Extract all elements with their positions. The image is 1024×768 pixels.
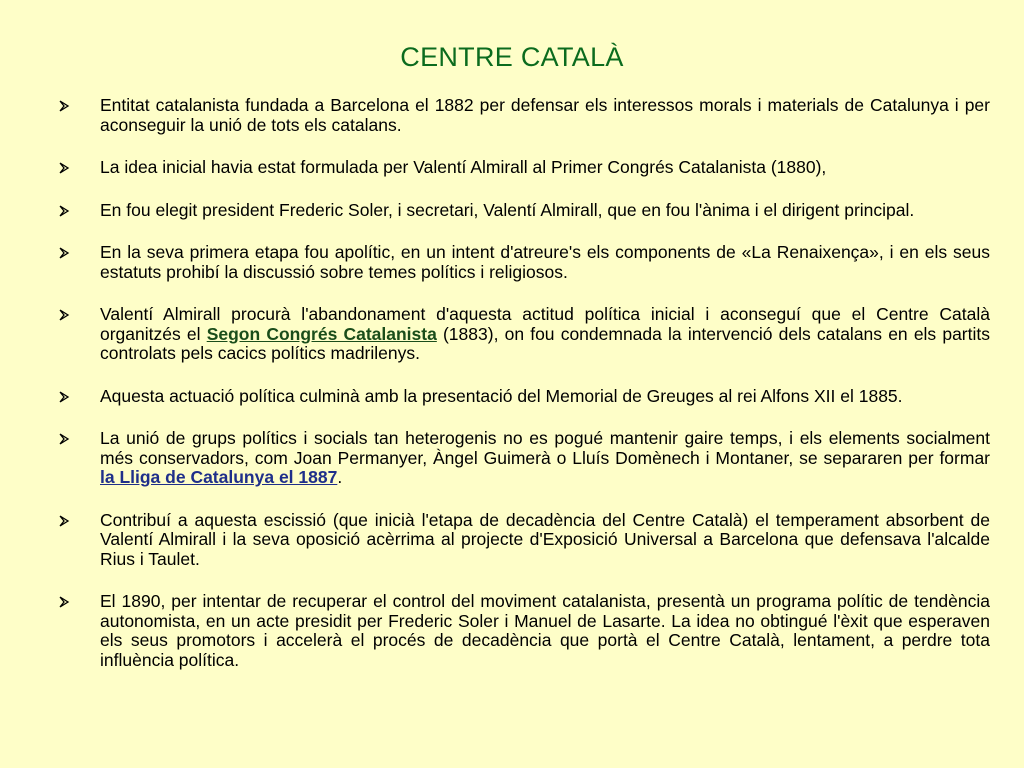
arrow-bullet-icon <box>58 592 78 612</box>
segon-congres-link[interactable]: Segon Congrés Catalanista <box>206 323 437 344</box>
list-item-text: Aquesta actuació política culminà amb la presentació del Memorial de Greuges al rei Alfons XII el 1885. <box>100 385 903 406</box>
list-item-text: El 1890, per intentar de recuperar el control del moviment catalanista, presentà un programa polític de tendència autonomista, en un acte presidit per Frederic Soler i Manuel de Lasarte. La idea no obtingué l'èxit que esperaven els seus promotors i accelerà el procés de decadència que portà el Centre Català, lentament, a perdre tota influència política. <box>100 591 990 670</box>
list-item <box>58 511 990 570</box>
bullet-list <box>58 96 990 693</box>
arrow-bullet-icon <box>58 96 78 116</box>
arrow-bullet-icon <box>58 201 78 221</box>
arrow-bullet-icon <box>58 158 78 178</box>
list-item <box>58 429 990 488</box>
list-item-text: En la seva primera etapa fou apolític, en un intent d'atreure's els components de «La Renaixença», i en els seus estatuts prohibí la discussió sobre temes polítics i religiosos. <box>100 242 990 282</box>
arrow-bullet-icon <box>58 305 78 325</box>
list-item-text: La idea inicial havia estat formulada per Valentí Almirall al Primer Congrés Catalanista (1880), <box>100 157 827 177</box>
list-item <box>58 201 990 221</box>
list-item <box>58 387 990 407</box>
list-item <box>58 158 990 178</box>
list-item-text: Contribuí a aquesta escissió (que inicià l'etapa de decadència del Centre Català) el temperament absorbent de Valentí Almirall i la seva oposició acèrrima al projecte d'Exposició Universal a Barcelona que defensava l'alcalde Rius i Taulet. <box>100 509 990 569</box>
list-item-text: Entitat catalanista fundada a Barcelona el 1882 per defensar els interessos morals i materials de Catalunya i per aconseguir la unió de tots els catalans. <box>100 95 990 135</box>
lliga-de-catalunya-link[interactable]: la Lliga de Catalunya el 1887 <box>100 467 338 487</box>
arrow-bullet-icon <box>58 243 78 263</box>
list-item-text-after: (1883), on fou condemnada la intervenció dels catalans en els partits controlats pels cacics polítics madrilenys. <box>100 323 990 363</box>
arrow-bullet-icon <box>58 387 78 407</box>
list-item <box>58 243 990 282</box>
list-item-text-before: La unió de grups polítics i socials tan heterogenis no es pogué mantenir gaire temps, i els elements socialment més conservadors, com Joan Permanyer, Àngel Guimerà o Lluís Domènech i Montaner, se separaren per formar <box>100 428 990 468</box>
list-item-text-before: Valentí Almirall procurà l'abandonament d'aquesta actitud política inicial i aconseguí que el Centre Català organitzés el <box>100 304 990 344</box>
list-item-text-after: . <box>337 467 343 487</box>
list-item <box>58 305 990 364</box>
list-item <box>58 96 990 135</box>
list-item-text: En fou elegit president Frederic Soler, i secretari, Valentí Almirall, que en fou l'ànima i el dirigent principal. <box>100 199 915 220</box>
arrow-bullet-icon <box>58 511 78 531</box>
page-title: CENTRE CATALÀ <box>400 42 624 72</box>
list-item <box>58 592 990 670</box>
arrow-bullet-icon <box>58 429 78 449</box>
